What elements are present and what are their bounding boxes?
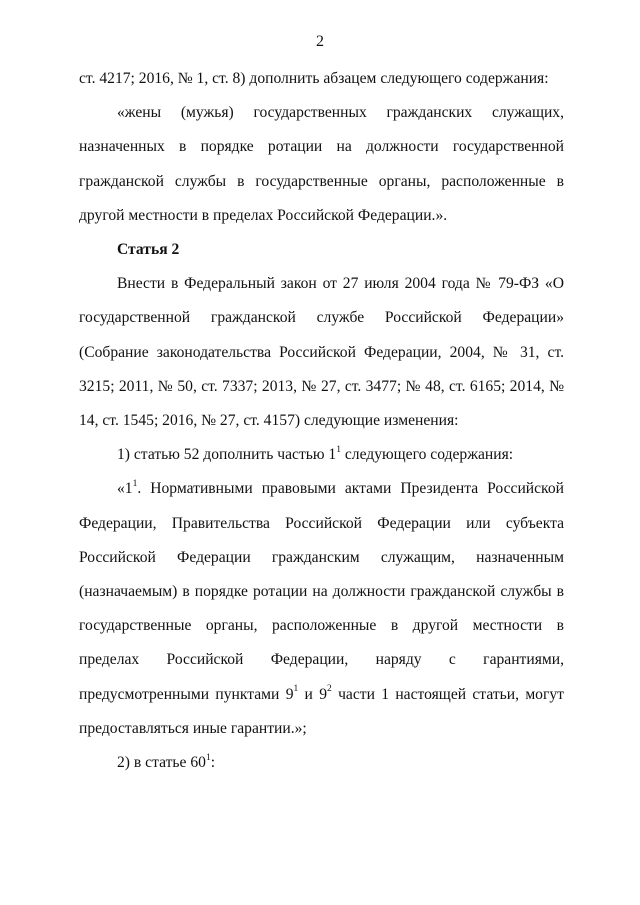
point-9-1-superscript: 1 <box>293 684 299 695</box>
part-label: «1 <box>117 480 133 498</box>
article-heading: Статья 2 <box>117 241 180 259</box>
item-2-text: 2) в статье 60 <box>117 754 206 772</box>
paragraph-part-1-1 <box>79 472 564 746</box>
document-body <box>79 62 564 780</box>
part-text-3: части 1 настоящей статьи, могут предоставляться иные гарантии.»; <box>79 685 564 737</box>
item-1-superscript: 1 <box>336 445 341 456</box>
item-1-text-end: следующего содержания: <box>340 446 514 464</box>
point-9-2-superscript: 2 <box>327 684 332 695</box>
paragraph-quote-spouses: «жены (мужья) государственных гражданских служащих, назначенных в порядке ротации на должности государственной гражданской службы в государственные органы, расположенные в другой местности в пределах Российской Федерации.». <box>79 104 564 224</box>
paragraph-amendment-intro: Внести в Федеральный закон от 27 июля 2004 года № 79-ФЗ «О государственной гражданской службе Российской Федерации» (Собрание законодательства Российской Федерации, 2004, № 31, ст. 3215; 2011, № 50, ст. 7337; 2013, № 27, ст. 3477; № 48, ст. 6165; 2014, № 14, ст. 1545; 2016, № 27, ст. 4157) следующие изменения: <box>79 275 564 430</box>
item-2-superscript: 1 <box>205 752 211 763</box>
page-number: 2 <box>316 33 324 50</box>
paragraph-item-2 <box>79 746 564 780</box>
item-1-text: 1) статью 52 дополнить частью 1 <box>117 446 337 464</box>
paragraph-continuation: ст. 4217; 2016, № 1, ст. 8) дополнить абзацем следующего содержания: <box>79 70 549 87</box>
item-2-text-end: : <box>210 754 216 772</box>
part-text-2: и 9 <box>298 685 328 703</box>
paragraph-item-1 <box>79 438 564 472</box>
part-label-superscript: 1 <box>132 479 138 490</box>
part-text-1: . Нормативными правовыми актами Президента Российской Федерации, Правительства Российской Федерации или субъекта Российской Федерации гражданским служащим, назначенным (назначаемым) в порядке ротации на должности гражданской службы в государственные органы, расположенные в другой местности в пределах Российской Федерации, наряду с гарантиями, предусмотренными пунктами 9 <box>79 480 564 703</box>
